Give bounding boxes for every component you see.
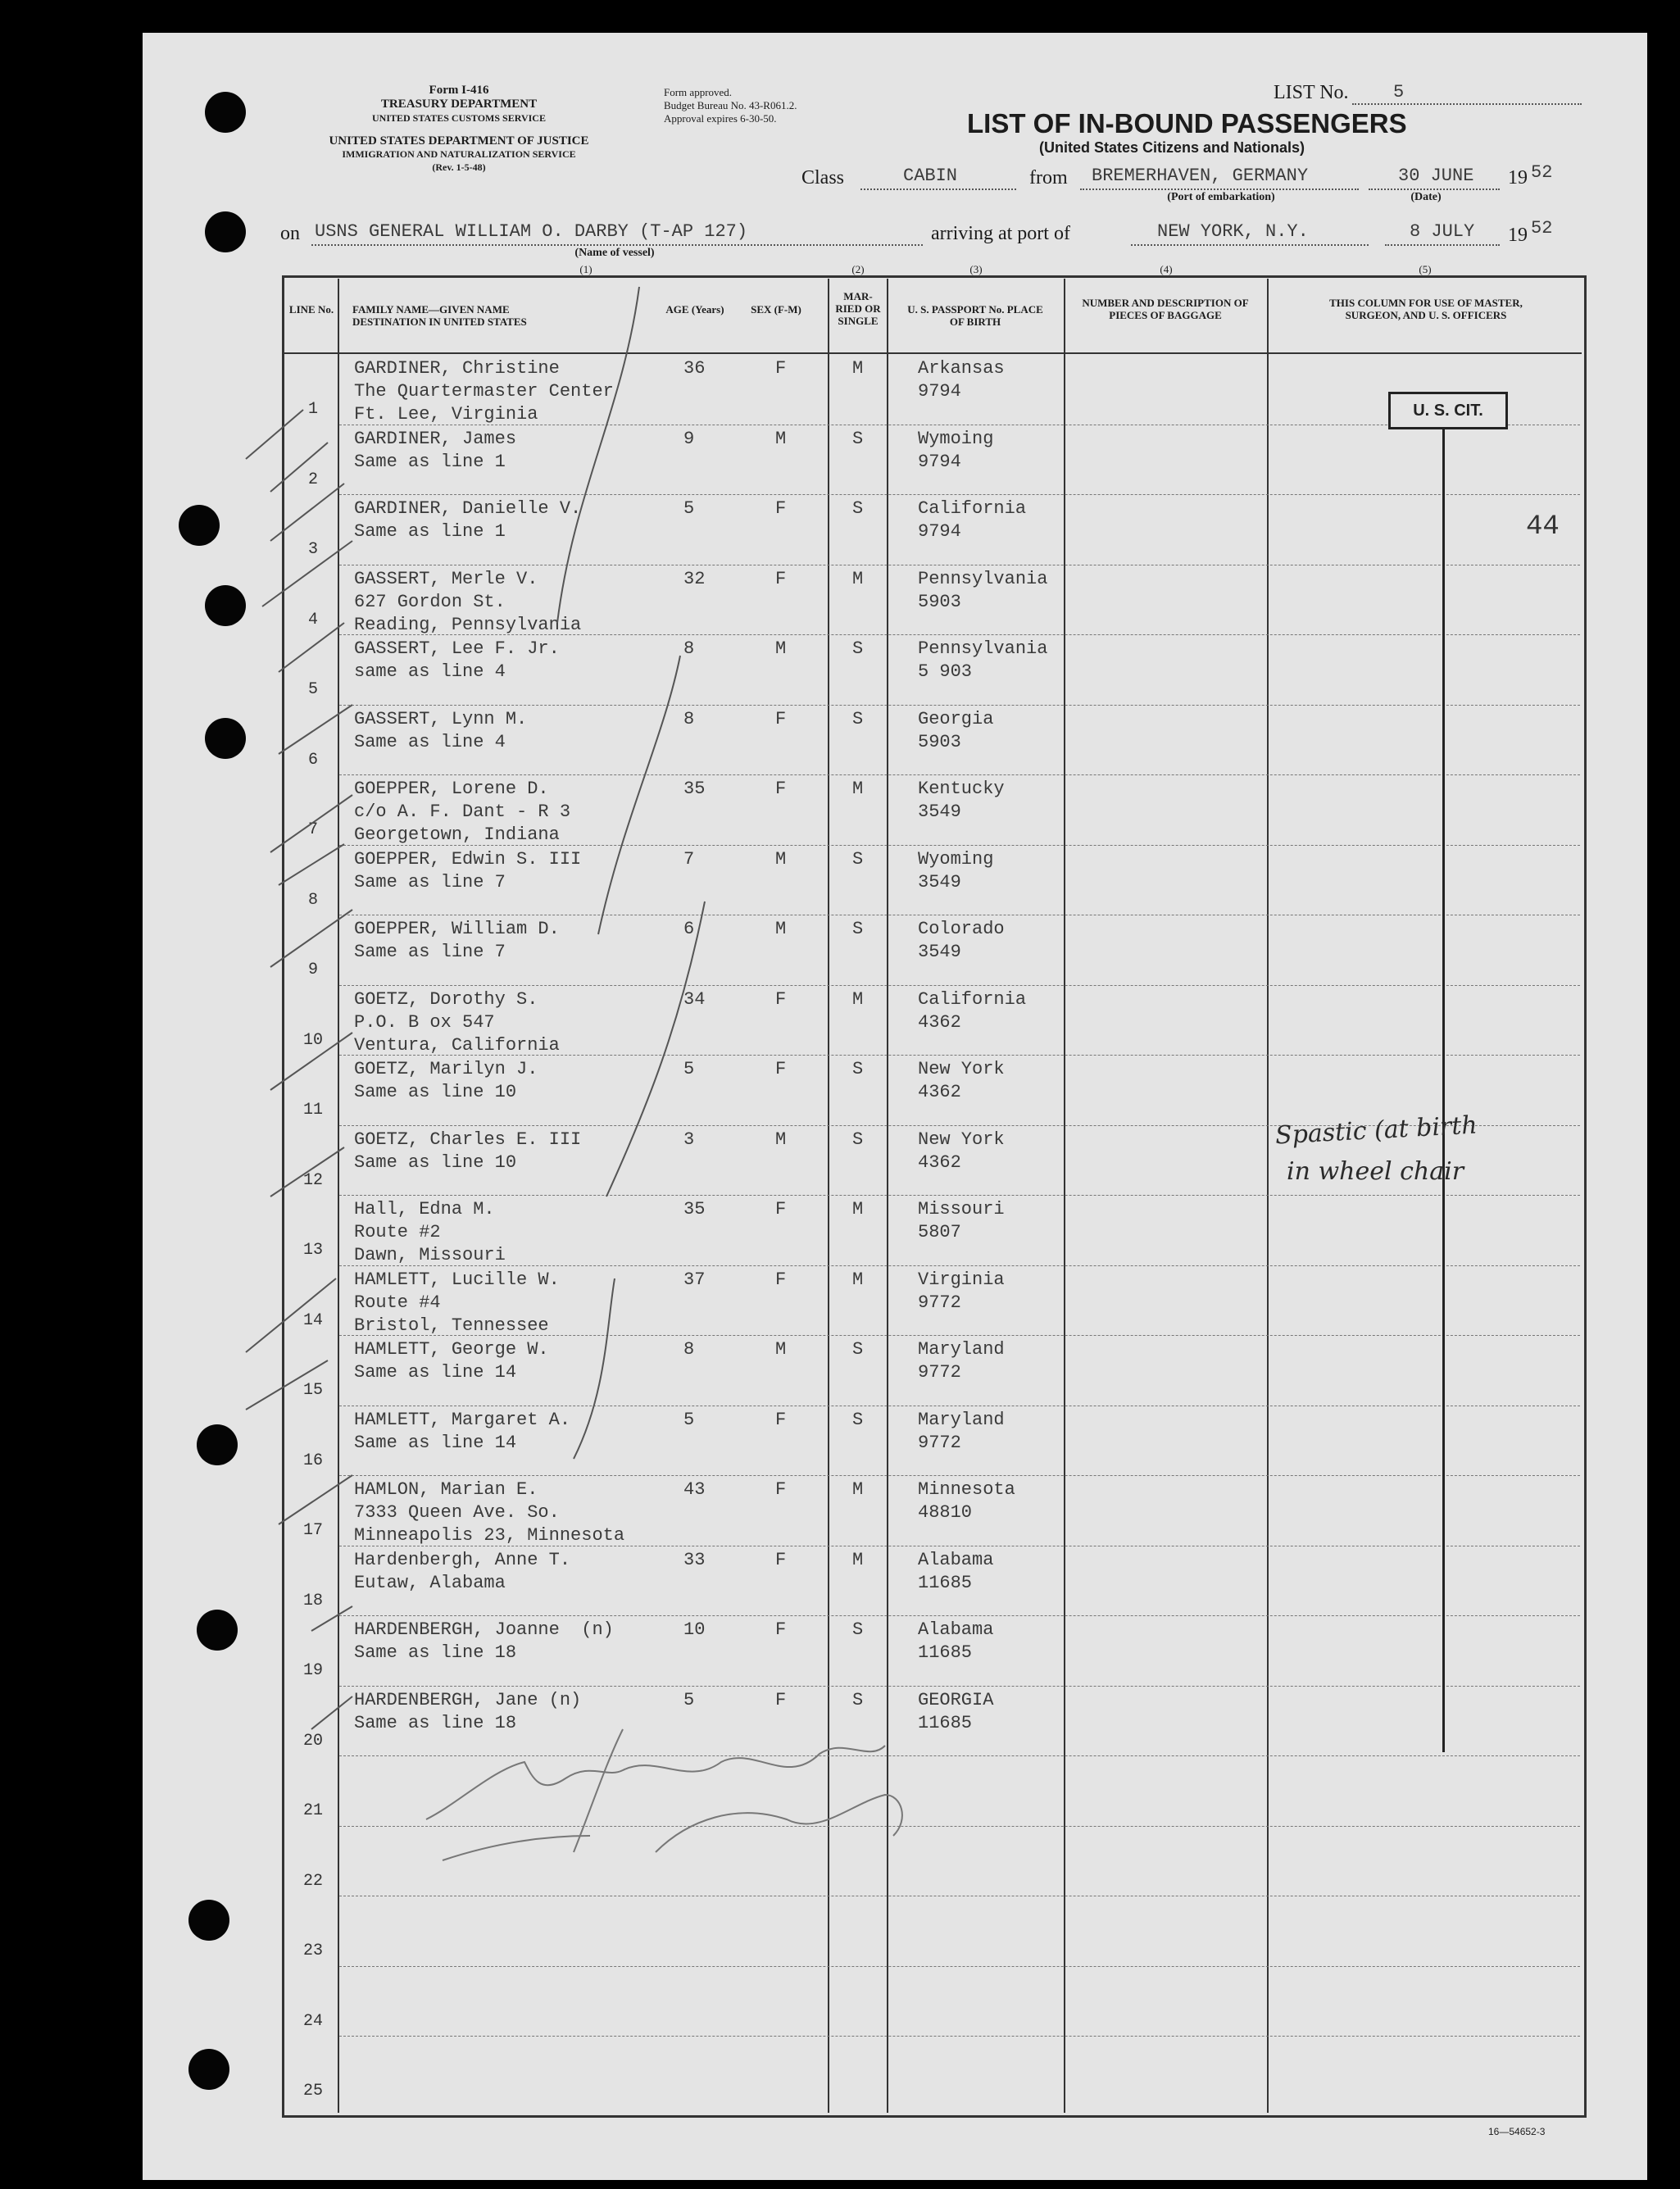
line-number: 10 bbox=[302, 1030, 323, 1050]
passenger-name: GARDINER, James Same as line 1 bbox=[354, 428, 517, 472]
vessel-name: USNS GENERAL WILLIAM O. DARBY (T-AP 127) bbox=[315, 221, 748, 242]
passenger-name: GARDINER, Danielle V. Same as line 1 bbox=[354, 498, 582, 542]
passenger-birthplace-passport: Wymoing 9794 bbox=[918, 428, 994, 472]
passenger-marital-status: M bbox=[852, 1479, 864, 1500]
passenger-age: 36 bbox=[683, 358, 706, 379]
passenger-name: HAMLETT, George W. Same as line 14 bbox=[354, 1339, 549, 1383]
passenger-birthplace-passport: Alabama 11685 bbox=[918, 1549, 994, 1593]
line-number: 8 bbox=[307, 890, 318, 910]
port-of-embarkation: BREMERHAVEN, GERMANY bbox=[1092, 166, 1309, 186]
signature bbox=[426, 1746, 885, 1819]
passenger-name: GASSERT, Lynn M. Same as line 4 bbox=[354, 708, 528, 752]
arriving-label: arriving at port of bbox=[931, 223, 1070, 244]
col-header-sex: SEX (F-M) bbox=[751, 303, 801, 316]
tally-mark bbox=[311, 1696, 352, 1729]
line-number: 19 bbox=[302, 1661, 323, 1680]
col-header-married: MAR-RIED OR SINGLE bbox=[835, 290, 881, 327]
line-number: 16 bbox=[302, 1451, 323, 1470]
passenger-sex: M bbox=[775, 638, 787, 659]
list-number-label: LIST No. bbox=[1274, 82, 1349, 103]
passenger-age: 5 bbox=[683, 498, 695, 519]
bracket-stroke bbox=[574, 1278, 615, 1459]
line-number: 11 bbox=[302, 1101, 323, 1119]
col-header-passport: U. S. PASSPORT No. PLACE OF BIRTH bbox=[907, 303, 1043, 328]
line-number: 1 bbox=[307, 400, 318, 419]
line-number: 20 bbox=[302, 1731, 323, 1751]
passenger-birthplace-passport: California 4362 bbox=[918, 988, 1027, 1033]
passenger-birthplace-passport: Pennsylvania 5903 bbox=[918, 568, 1048, 612]
passenger-sex: F bbox=[775, 568, 787, 589]
passenger-age: 5 bbox=[683, 1409, 695, 1430]
passenger-sex: F bbox=[775, 358, 787, 379]
passenger-marital-status: M bbox=[852, 1269, 864, 1290]
signature bbox=[574, 1729, 623, 1852]
arrival-date: 8 JULY bbox=[1410, 221, 1475, 242]
bracket-stroke bbox=[598, 656, 680, 934]
passenger-age: 37 bbox=[683, 1269, 706, 1290]
passenger-marital-status: M bbox=[852, 988, 864, 1010]
treasury-dept: TREASURY DEPARTMENT bbox=[380, 98, 538, 111]
line-number: 2 bbox=[307, 470, 318, 489]
passenger-sex: F bbox=[775, 1619, 787, 1640]
passenger-age: 8 bbox=[683, 638, 695, 659]
tally-mark bbox=[270, 795, 352, 852]
col-header-name: FAMILY NAME—GIVEN NAME DESTINATION IN UNITED STATES bbox=[352, 303, 527, 328]
passenger-destination: Same as line 18 bbox=[354, 1642, 517, 1663]
passenger-marital-status: S bbox=[852, 919, 864, 939]
line-number: 24 bbox=[302, 2011, 323, 2031]
passenger-age: 43 bbox=[683, 1479, 706, 1500]
passenger-age: 7 bbox=[683, 848, 695, 870]
passenger-marital-status: M bbox=[852, 568, 864, 589]
passenger-age: 3 bbox=[683, 1129, 695, 1150]
passenger-birthplace-passport: Virginia 9772 bbox=[918, 1269, 1005, 1313]
col-num-3: (3) bbox=[969, 263, 983, 275]
form-approved: Form approved. bbox=[664, 86, 733, 98]
year-prefix-2: 19 bbox=[1508, 225, 1528, 246]
handwritten-note-2: in wheel chair bbox=[1287, 1157, 1464, 1186]
line-number: 5 bbox=[307, 680, 318, 699]
passenger-age: 8 bbox=[683, 708, 695, 729]
col-header-age: AGE (Years) bbox=[665, 303, 724, 316]
footer-code: 16—54652-3 bbox=[1488, 2126, 1546, 2137]
passenger-marital-status: S bbox=[852, 428, 864, 449]
date-caption: (Date) bbox=[1410, 191, 1442, 203]
passenger-sex: F bbox=[775, 1409, 787, 1430]
port-of-arrival: NEW YORK, N.Y. bbox=[1157, 221, 1309, 242]
passenger-marital-status: M bbox=[852, 358, 864, 379]
page-title: LIST OF IN-BOUND PASSENGERS bbox=[967, 108, 1407, 139]
line-number: 25 bbox=[302, 2082, 323, 2100]
passenger-birthplace-passport: Minnesota 48810 bbox=[918, 1479, 1015, 1523]
passenger-birthplace-passport: Wyoming 3549 bbox=[918, 848, 994, 892]
passenger-age: 35 bbox=[683, 779, 706, 799]
passenger-sex: F bbox=[775, 1479, 787, 1500]
signature bbox=[443, 1836, 590, 1860]
col-num-1: (1) bbox=[579, 263, 593, 275]
passenger-marital-status: S bbox=[852, 638, 864, 659]
passenger-marital-status: M bbox=[852, 1549, 864, 1570]
passenger-name: GARDINER, Christine The Quartermaster Center Ft. Lee, Virginia bbox=[354, 358, 614, 425]
class-value: CABIN bbox=[903, 166, 958, 186]
passenger-name: HARDENBERGH, Joanne (n) bbox=[354, 1619, 614, 1640]
passenger-marital-status: S bbox=[852, 1129, 864, 1150]
port-embark-caption: (Port of embarkation) bbox=[1167, 191, 1275, 203]
passenger-age: 34 bbox=[683, 988, 706, 1010]
passenger-sex: F bbox=[775, 988, 787, 1010]
passenger-name: GOETZ, Dorothy S. P.O. B ox 547 Ventura, California bbox=[354, 988, 560, 1056]
page-subtitle: (United States Citizens and Nationals) bbox=[1038, 139, 1305, 156]
passenger-marital-status: S bbox=[852, 498, 864, 519]
passenger-sex: M bbox=[775, 919, 787, 939]
passenger-name: HARDENBERGH, Jane (n) Same as line 18 bbox=[354, 1689, 582, 1733]
line-number: 17 bbox=[302, 1521, 323, 1540]
line-number: 15 bbox=[302, 1381, 323, 1400]
on-label: on bbox=[280, 223, 300, 244]
passenger-name: Hardenbergh, Anne T. Eutaw, Alabama bbox=[354, 1549, 571, 1593]
passenger-birthplace-passport: Maryland 9772 bbox=[918, 1409, 1005, 1453]
form-number: Form I-416 bbox=[429, 84, 489, 97]
passenger-name: Hall, Edna M. Route #2 Dawn, Missouri bbox=[354, 1199, 506, 1265]
col-header-line: LINE No. bbox=[288, 303, 334, 316]
from-label: from bbox=[1029, 167, 1068, 188]
passenger-birthplace-passport: GEORGIA 11685 bbox=[918, 1689, 994, 1733]
line-number: 4 bbox=[307, 610, 318, 629]
passenger-birthplace-passport: California 9794 bbox=[918, 498, 1027, 542]
approval-expiry: Approval expires 6-30-50. bbox=[664, 112, 777, 125]
passenger-birthplace-passport: Missouri 5807 bbox=[918, 1199, 1005, 1242]
line-number: 18 bbox=[302, 1591, 323, 1610]
departure-date: 30 JUNE bbox=[1398, 166, 1474, 186]
tally-mark bbox=[246, 410, 303, 459]
passenger-birthplace-passport: Arkansas 9794 bbox=[918, 358, 1005, 402]
passenger-birthplace-passport: Pennsylvania 5 903 bbox=[918, 638, 1048, 682]
passenger-marital-status: S bbox=[852, 1339, 864, 1360]
tally-mark bbox=[270, 484, 344, 541]
passenger-sex: F bbox=[775, 498, 787, 519]
passenger-marital-status: M bbox=[852, 779, 864, 799]
passenger-age: 5 bbox=[683, 1689, 695, 1710]
passenger-sex: M bbox=[775, 1129, 787, 1150]
passenger-birthplace-passport: Alabama 11685 bbox=[918, 1619, 994, 1663]
vessel-caption: (Name of vessel) bbox=[574, 247, 655, 259]
line-number: 7 bbox=[307, 820, 318, 839]
passenger-birthplace-passport: New York 4362 bbox=[918, 1059, 1005, 1102]
passenger-birthplace-passport: Colorado 3549 bbox=[918, 919, 1005, 962]
list-number: 5 bbox=[1393, 82, 1405, 102]
line-number: 21 bbox=[302, 1801, 323, 1820]
col-num-4: (4) bbox=[1160, 263, 1173, 275]
passenger-sex: F bbox=[775, 1269, 787, 1290]
tally-mark bbox=[246, 1360, 328, 1410]
passenger-birthplace-passport: Maryland 9772 bbox=[918, 1339, 1005, 1383]
line-number: 6 bbox=[307, 750, 318, 770]
justice-dept: UNITED STATES DEPARTMENT OF JUSTICE bbox=[329, 134, 589, 148]
bracket-stroke bbox=[606, 901, 705, 1197]
passenger-age: 5 bbox=[683, 1059, 695, 1079]
tally-mark bbox=[270, 1147, 344, 1197]
passenger-sex: M bbox=[775, 848, 787, 870]
passenger-birthplace-passport: Georgia 5903 bbox=[918, 708, 994, 752]
budget-bureau: Budget Bureau No. 43-R061.2. bbox=[664, 99, 797, 111]
tally-mark bbox=[279, 1475, 352, 1524]
passenger-sex: F bbox=[775, 1059, 787, 1079]
passenger-marital-status: S bbox=[852, 1059, 864, 1079]
tally-mark bbox=[279, 705, 352, 754]
col-header-officers: THIS COLUMN FOR USE OF MASTER, SURGEON, AND U. S. OFFICERS bbox=[1329, 297, 1523, 321]
passenger-sex: F bbox=[775, 1199, 787, 1219]
line-number: 3 bbox=[307, 540, 318, 559]
passenger-marital-status: S bbox=[852, 1619, 864, 1640]
passenger-marital-status: S bbox=[852, 1689, 864, 1710]
handwritten-note-1: Spastic (at birth bbox=[1274, 1110, 1478, 1151]
passenger-age: 10 bbox=[683, 1619, 706, 1640]
bracket-stroke bbox=[557, 287, 639, 623]
passenger-marital-status: S bbox=[852, 848, 864, 870]
line-number: 9 bbox=[307, 961, 318, 979]
count-annotation: 44 bbox=[1526, 511, 1560, 543]
tally-mark bbox=[246, 1278, 336, 1352]
passenger-age: 33 bbox=[683, 1549, 706, 1570]
tally-mark bbox=[279, 623, 344, 672]
passenger-sex: F bbox=[775, 779, 787, 799]
passenger-birthplace-passport: New York 4362 bbox=[918, 1129, 1005, 1173]
arrival-year: 52 bbox=[1531, 218, 1553, 238]
passenger-name: GOEPPER, Edwin S. III Same as line 7 bbox=[354, 848, 582, 892]
col-header-baggage: NUMBER AND DESCRIPTION OF PIECES OF BAGGAGE bbox=[1082, 297, 1249, 321]
departure-year: 52 bbox=[1531, 162, 1553, 183]
line-number: 12 bbox=[302, 1170, 323, 1190]
passenger-marital-status: S bbox=[852, 708, 864, 729]
tally-mark bbox=[311, 1606, 352, 1631]
line-number: 23 bbox=[302, 1941, 323, 1960]
passenger-marital-status: M bbox=[852, 1199, 864, 1219]
ins-service: IMMIGRATION AND NATURALIZATION SERVICE bbox=[342, 148, 576, 160]
tally-mark bbox=[262, 541, 352, 606]
col-num-5: (5) bbox=[1419, 263, 1432, 275]
passenger-age: 6 bbox=[683, 919, 695, 939]
passenger-age: 9 bbox=[683, 428, 695, 449]
passenger-name: HAMLETT, Lucille W. Route #4 Bristol, Tennessee bbox=[354, 1269, 560, 1336]
passenger-sex: F bbox=[775, 1689, 787, 1710]
revision: (Rev. 1-5-48) bbox=[432, 161, 486, 173]
passenger-name: GOEPPER, William D. Same as line 7 bbox=[354, 919, 560, 962]
passenger-age: 35 bbox=[683, 1199, 706, 1219]
tally-mark bbox=[270, 910, 352, 967]
passenger-birthplace-passport: Kentucky 3549 bbox=[918, 779, 1005, 822]
passenger-name: GOETZ, Charles E. III Same as line 10 bbox=[354, 1129, 582, 1173]
passenger-marital-status: S bbox=[852, 1409, 864, 1430]
passenger-name: GASSERT, Merle V. 627 Gordon St. Reading, Pennsylvania bbox=[354, 568, 582, 635]
line-number: 22 bbox=[302, 1871, 323, 1891]
line-number: 13 bbox=[302, 1241, 323, 1260]
passenger-age: 8 bbox=[683, 1339, 695, 1360]
passenger-sex: M bbox=[775, 428, 787, 449]
signature bbox=[656, 1795, 902, 1852]
tally-mark bbox=[270, 443, 328, 492]
col-num-2: (2) bbox=[851, 263, 865, 275]
year-prefix: 19 bbox=[1508, 167, 1528, 188]
customs-service: UNITED STATES CUSTOMS SERVICE bbox=[372, 112, 546, 124]
passenger-name: GASSERT, Lee F. Jr. same as line 4 bbox=[354, 638, 560, 682]
tally-mark bbox=[270, 1030, 352, 1090]
passenger-age: 32 bbox=[683, 568, 706, 589]
passenger-name: GOEPPER, Lorene D. c/o A. F. Dant - R 3 Georgetown, Indiana bbox=[354, 779, 571, 845]
passenger-sex: M bbox=[775, 1339, 787, 1360]
passenger-name: HAMLETT, Margaret A. Same as line 14 bbox=[354, 1409, 571, 1453]
line-number: 14 bbox=[302, 1310, 323, 1330]
passenger-sex: F bbox=[775, 708, 787, 729]
passenger-name: GOETZ, Marilyn J. Same as line 10 bbox=[354, 1059, 538, 1102]
passenger-name: HAMLON, Marian E. 7333 Queen Ave. So. Minneapolis 23, Minnesota bbox=[354, 1479, 625, 1546]
class-label: Class bbox=[801, 167, 845, 188]
us-citizen-stamp: U. S. CIT. bbox=[1388, 392, 1508, 429]
tally-mark bbox=[279, 844, 344, 885]
passenger-sex: F bbox=[775, 1549, 787, 1570]
